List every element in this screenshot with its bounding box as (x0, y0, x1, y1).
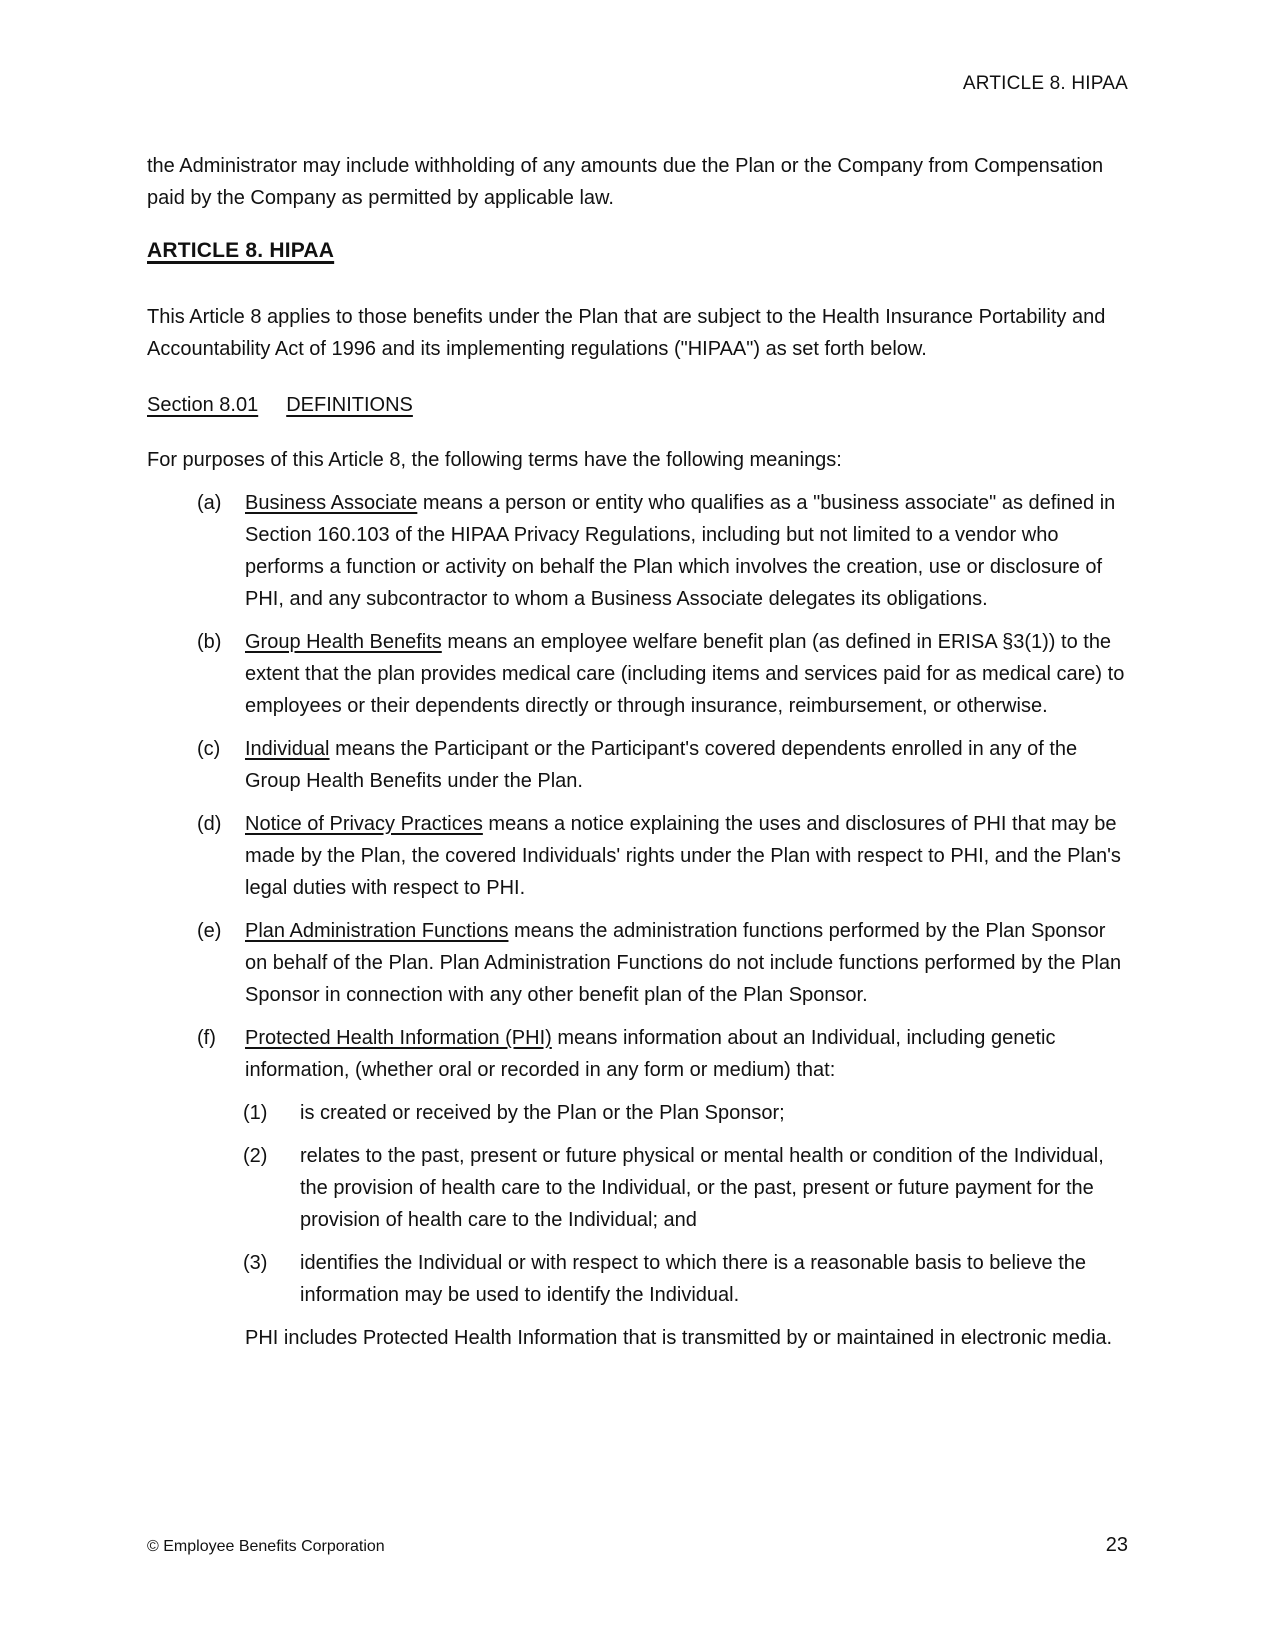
defined-term: Plan Administration Functions (245, 920, 509, 942)
running-header: ARTICLE 8. HIPAA (962, 73, 1128, 94)
definition-item-c (147, 733, 1132, 797)
defined-term: Notice of Privacy Practices (245, 813, 483, 835)
definition-text: means information about an Individual, including genetic information, (whether oral or recorded in any form or medium) that: (245, 1027, 1056, 1081)
definition-text: means a notice explaining the uses and disclosures of PHI that may be made by the Plan, the covered Individuals' rights under the Plan with respect to PHI, and the Plan's legal duties with respect to PHI. (245, 813, 1121, 899)
subitem-label: (1) (243, 1102, 268, 1124)
article-intro-paragraph: This Article 8 applies to those benefits under the Plan that are subject to the Health Insurance Portability and Accountability Act of 1996 and its implementing regulations ("HIPAA") as set forth below. (147, 306, 1106, 360)
subitem-text: identifies the Individual or with respect to which there is a reasonable basis to believe the information may be used to identify the Individual. (300, 1252, 1087, 1306)
subitem-text: is created or received by the Plan or the Plan Sponsor; (300, 1102, 785, 1124)
phi-note: PHI includes Protected Health Information that is transmitted by or maintained in electronic media. (245, 1327, 1113, 1349)
section-number: Section 8.01 (147, 394, 259, 416)
phi-subitem-1 (147, 1097, 1132, 1129)
definition-label: (b) (197, 631, 222, 653)
definition-label: (c) (197, 738, 221, 760)
footer-page-number: 23 (1105, 1534, 1128, 1556)
definition-label: (f) (197, 1027, 216, 1049)
definition-item-b (147, 626, 1132, 722)
phi-subitem-2 (147, 1140, 1132, 1236)
definition-item-f (147, 1022, 1132, 1086)
continuation-paragraph: the Administrator may include withholding of any amounts due the Plan or the Company from Compensation paid by the Company as permitted by applicable law. (147, 155, 1104, 209)
definition-label: (e) (197, 920, 222, 942)
definition-text: means the Participant or the Participant's covered dependents enrolled in any of the Group Health Benefits under the Plan. (245, 738, 1078, 792)
definition-text: means the administration functions performed by the Plan Sponsor on behalf of the Plan. Plan Administration Functions do not include functions performed by the Plan Sponsor in connection with any other benefit plan of the Plan Sponsor. (245, 920, 1122, 1006)
definition-label: (d) (197, 813, 222, 835)
definition-item-d (147, 808, 1132, 904)
definition-item-e (147, 915, 1132, 1011)
definitions-intro: For purposes of this Article 8, the following terms have the following meanings: (147, 449, 842, 471)
definition-label: (a) (197, 492, 222, 514)
defined-term: Business Associate (245, 492, 418, 514)
footer-copyright: © Employee Benefits Corporation (147, 1538, 385, 1555)
section-heading-text (147, 394, 413, 416)
subitem-label: (3) (243, 1252, 268, 1274)
section-heading (147, 389, 1132, 421)
page-content (147, 150, 1132, 1354)
article-heading: ARTICLE 8. HIPAA (147, 239, 335, 262)
defined-term: Individual (245, 738, 330, 760)
subitem-text: relates to the past, present or future physical or mental health or condition of the Individual, the provision of health care to the Individual, or the past, present or future payment for the provision of health care to the Individual; and (300, 1145, 1104, 1231)
defined-term: Group Health Benefits (245, 631, 442, 653)
phi-subitem-3 (147, 1247, 1132, 1311)
definition-item-a (147, 487, 1132, 615)
definition-text: means an employee welfare benefit plan (as defined in ERISA §3(1)) to the extent that the plan provides medical care (including items and services paid for as medical care) to employees or their dependents directly or through insurance, reimbursement, or otherwise. (245, 631, 1125, 717)
page-footer (147, 1533, 1128, 1557)
section-title: DEFINITIONS (286, 394, 413, 416)
definition-text: means a person or entity who qualifies as a "business associate" as defined in Section 160.103 of the HIPAA Privacy Regulations, including but not limited to a vendor who performs a function or activity on behalf the Plan which involves the creation, use or disclosure of PHI, and any subcontractor to whom a Business Associate delegates its obligations. (245, 492, 1116, 610)
subitem-label: (2) (243, 1145, 268, 1167)
defined-term: Protected Health Information (PHI) (245, 1027, 552, 1049)
